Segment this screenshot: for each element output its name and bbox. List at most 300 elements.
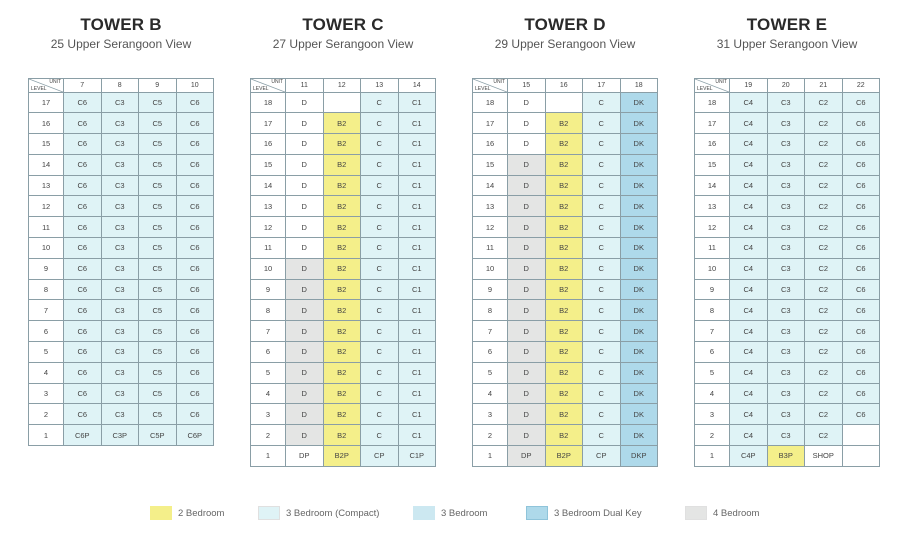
unit-type-cell[interactable]: C3 [101, 113, 139, 134]
unit-type-cell[interactable]: C4 [730, 217, 768, 238]
unit-type-cell[interactable]: DK [620, 217, 658, 238]
unit-type-cell[interactable]: D [508, 196, 546, 217]
unit-type-cell[interactable]: C6 [176, 362, 214, 383]
level-row [695, 258, 880, 279]
unit-type-cell[interactable]: C3 [767, 383, 805, 404]
level-number: 9 [695, 279, 730, 300]
level-row [473, 92, 658, 113]
unit-type-cell[interactable]: D [286, 196, 324, 217]
unit-type-cell[interactable]: C2 [805, 279, 843, 300]
unit-type-cell[interactable]: C [361, 217, 399, 238]
unit-type-cell[interactable]: C [361, 258, 399, 279]
unit-type-cell[interactable]: C3 [101, 404, 139, 425]
unit-type-cell[interactable]: C2 [805, 92, 843, 113]
level-row [695, 92, 880, 113]
unit-type-cell[interactable]: C6P [64, 425, 102, 446]
unit-type-cell[interactable]: C [583, 342, 621, 363]
unit-type-cell[interactable]: C6P [176, 425, 214, 446]
unit-type-cell[interactable]: C6 [842, 175, 880, 196]
unit-type-cell[interactable]: B2 [323, 425, 361, 446]
unit-type-cell[interactable]: B2 [323, 404, 361, 425]
unit-type-cell[interactable]: D [508, 258, 546, 279]
unit-type-cell[interactable]: C6 [64, 196, 102, 217]
unit-type-cell[interactable]: B2 [545, 238, 583, 259]
unit-type-cell[interactable]: D [286, 321, 324, 342]
unit-type-cell[interactable]: C2 [805, 383, 843, 404]
unit-type-cell[interactable]: C2 [805, 300, 843, 321]
unit-type-cell[interactable]: C4 [730, 113, 768, 134]
unit-type-cell[interactable]: C4 [730, 300, 768, 321]
unit-type-cell[interactable]: B2 [545, 362, 583, 383]
unit-type-cell[interactable]: C3 [767, 154, 805, 175]
unit-type-cell[interactable]: C [583, 425, 621, 446]
unit-type-cell[interactable]: C1P [398, 446, 436, 467]
unit-type-cell[interactable]: C3 [767, 238, 805, 259]
unit-type-cell[interactable]: C5 [139, 342, 177, 363]
unit-type-cell[interactable]: C4 [730, 404, 768, 425]
unit-type-cell[interactable]: D [286, 92, 324, 113]
unit-type-cell[interactable]: C1 [398, 300, 436, 321]
unit-type-cell[interactable]: C6 [64, 258, 102, 279]
unit-type-cell[interactable]: C [583, 300, 621, 321]
unit-type-cell[interactable]: C3 [767, 217, 805, 238]
unit-type-cell[interactable]: C6 [842, 404, 880, 425]
unit-type-cell[interactable]: C [361, 113, 399, 134]
unit-type-cell[interactable]: D [508, 342, 546, 363]
unit-type-cell[interactable]: D [286, 362, 324, 383]
unit-type-cell[interactable]: C6 [842, 342, 880, 363]
unit-type-cell[interactable]: B2 [323, 258, 361, 279]
unit-type-cell[interactable]: D [508, 300, 546, 321]
unit-type-cell[interactable]: C3 [767, 175, 805, 196]
unit-type-cell[interactable]: B2 [545, 321, 583, 342]
unit-type-cell[interactable]: D [286, 217, 324, 238]
unit-type-cell[interactable]: C3 [101, 279, 139, 300]
unit-type-cell[interactable]: B2 [323, 134, 361, 155]
unit-type-cell[interactable]: DK [620, 300, 658, 321]
unit-type-cell[interactable]: DK [620, 196, 658, 217]
unit-type-cell[interactable]: DK [620, 321, 658, 342]
unit-type-cell[interactable]: C6 [176, 383, 214, 404]
unit-type-cell[interactable]: C [583, 154, 621, 175]
unit-type-cell[interactable]: C6 [842, 217, 880, 238]
unit-type-cell[interactable]: C6 [842, 279, 880, 300]
unit-type-cell[interactable]: C1 [398, 258, 436, 279]
unit-type-cell[interactable]: C [361, 342, 399, 363]
unit-type-cell[interactable]: DK [620, 238, 658, 259]
unit-type-cell[interactable]: C6 [64, 300, 102, 321]
unit-type-cell[interactable]: C6 [176, 238, 214, 259]
unit-type-cell[interactable]: B2 [545, 279, 583, 300]
unit-type-cell[interactable]: C [361, 175, 399, 196]
unit-type-cell[interactable]: C4P [730, 446, 768, 467]
unit-type-cell[interactable]: B2 [323, 383, 361, 404]
unit-type-cell[interactable]: DK [620, 279, 658, 300]
unit-type-cell[interactable]: C3 [767, 404, 805, 425]
unit-type-cell[interactable]: C6 [176, 196, 214, 217]
unit-type-cell[interactable]: C4 [730, 383, 768, 404]
unit-type-cell[interactable] [842, 425, 880, 446]
unit-type-cell[interactable]: C6 [176, 134, 214, 155]
unit-type-cell[interactable]: DK [620, 258, 658, 279]
unit-type-cell[interactable]: C3 [101, 238, 139, 259]
unit-type-cell[interactable]: C3 [101, 300, 139, 321]
unit-type-cell[interactable]: C5 [139, 279, 177, 300]
unit-type-cell[interactable]: D [508, 154, 546, 175]
unit-type-cell[interactable]: C1 [398, 175, 436, 196]
unit-type-cell[interactable]: C [361, 154, 399, 175]
unit-type-cell[interactable]: D [286, 238, 324, 259]
unit-type-cell[interactable]: B2 [323, 321, 361, 342]
unit-type-cell[interactable]: C6 [842, 362, 880, 383]
unit-type-cell[interactable]: C6 [176, 113, 214, 134]
unit-type-cell[interactable]: C3 [767, 425, 805, 446]
unit-type-cell[interactable]: B2 [323, 342, 361, 363]
unit-type-cell[interactable]: B2 [545, 383, 583, 404]
unit-type-cell[interactable]: D [286, 134, 324, 155]
unit-type-cell[interactable]: C6 [176, 342, 214, 363]
unit-type-cell[interactable]: C5 [139, 321, 177, 342]
level-row [473, 134, 658, 155]
unit-type-cell[interactable]: C6 [64, 238, 102, 259]
unit-type-cell[interactable]: DK [620, 362, 658, 383]
unit-type-cell[interactable]: C6 [64, 154, 102, 175]
unit-type-cell[interactable]: C6 [842, 113, 880, 134]
unit-type-cell[interactable]: C3 [767, 134, 805, 155]
unit-type-cell[interactable]: C2 [805, 342, 843, 363]
unit-type-cell[interactable]: C6 [64, 175, 102, 196]
unit-type-cell[interactable]: C [361, 196, 399, 217]
unit-type-cell[interactable]: C1 [398, 134, 436, 155]
unit-type-cell[interactable]: C2 [805, 404, 843, 425]
unit-type-cell[interactable]: C2 [805, 238, 843, 259]
unit-type-cell[interactable]: C6 [176, 154, 214, 175]
unit-type-cell[interactable]: C4 [730, 196, 768, 217]
unit-type-cell[interactable]: C3 [101, 258, 139, 279]
unit-type-cell[interactable]: C3 [767, 342, 805, 363]
unit-type-cell[interactable]: C5 [139, 300, 177, 321]
unit-type-cell[interactable]: C6 [64, 383, 102, 404]
unit-type-cell[interactable]: C [583, 404, 621, 425]
unit-type-cell[interactable]: C [361, 425, 399, 446]
unit-type-cell[interactable]: B2 [323, 113, 361, 134]
level-row [473, 404, 658, 425]
unit-type-cell[interactable]: C4 [730, 134, 768, 155]
unit-type-cell[interactable]: B2 [545, 154, 583, 175]
unit-type-cell[interactable]: C1 [398, 279, 436, 300]
unit-type-cell[interactable]: C6 [842, 321, 880, 342]
unit-type-cell[interactable]: C [361, 300, 399, 321]
unit-type-cell[interactable]: C6 [64, 342, 102, 363]
unit-type-cell[interactable]: C1 [398, 113, 436, 134]
unit-type-cell[interactable]: C6 [842, 300, 880, 321]
unit-type-cell[interactable]: C [583, 92, 621, 113]
unit-type-cell[interactable]: C3 [101, 134, 139, 155]
unit-type-cell[interactable]: C6 [842, 92, 880, 113]
unit-type-cell[interactable]: D [508, 175, 546, 196]
unit-type-cell[interactable]: DP [508, 446, 546, 467]
unit-type-cell[interactable]: C3 [101, 175, 139, 196]
unit-type-cell[interactable]: C [583, 258, 621, 279]
unit-type-cell[interactable]: C2 [805, 175, 843, 196]
unit-type-cell[interactable]: C6 [64, 92, 102, 113]
unit-type-cell[interactable]: C5 [139, 175, 177, 196]
unit-type-cell[interactable]: B2P [323, 446, 361, 467]
unit-type-cell[interactable]: B2 [545, 342, 583, 363]
unit-type-cell[interactable]: C5 [139, 134, 177, 155]
unit-type-cell[interactable]: C [361, 383, 399, 404]
unit-type-cell[interactable]: C6 [64, 134, 102, 155]
unit-type-cell[interactable]: C5 [139, 238, 177, 259]
unit-type-cell[interactable]: C4 [730, 258, 768, 279]
unit-type-cell[interactable]: C1 [398, 404, 436, 425]
unit-type-cell[interactable]: C6 [842, 134, 880, 155]
unit-type-cell[interactable]: B2 [323, 196, 361, 217]
unit-type-cell[interactable]: D [508, 425, 546, 446]
unit-type-cell[interactable]: C2 [805, 113, 843, 134]
unit-type-cell[interactable]: C1 [398, 196, 436, 217]
unit-type-cell[interactable]: C [361, 404, 399, 425]
unit-type-cell[interactable]: D [508, 362, 546, 383]
unit-type-cell[interactable]: D [508, 404, 546, 425]
unit-type-cell[interactable]: D [508, 113, 546, 134]
unit-type-cell[interactable]: DK [620, 113, 658, 134]
unit-type-cell[interactable]: C [361, 362, 399, 383]
unit-type-cell[interactable]: C [583, 321, 621, 342]
unit-type-cell[interactable]: C4 [730, 238, 768, 259]
unit-type-cell[interactable]: C5 [139, 362, 177, 383]
unit-type-cell[interactable]: C5 [139, 196, 177, 217]
unit-type-cell[interactable]: B2 [323, 279, 361, 300]
unit-type-cell[interactable]: C6 [842, 196, 880, 217]
unit-type-cell[interactable]: C3 [767, 196, 805, 217]
unit-type-cell[interactable]: C [583, 362, 621, 383]
unit-type-cell[interactable]: C6 [176, 404, 214, 425]
unit-type-cell[interactable]: C2 [805, 321, 843, 342]
unit-type-cell[interactable]: C3 [767, 92, 805, 113]
unit-type-cell[interactable]: C5 [139, 217, 177, 238]
unit-type-cell[interactable]: C2 [805, 258, 843, 279]
level-row [251, 342, 436, 363]
unit-type-cell[interactable]: D [286, 300, 324, 321]
unit-type-cell[interactable]: C6 [176, 321, 214, 342]
unit-type-cell[interactable]: C [583, 196, 621, 217]
unit-type-cell[interactable]: C4 [730, 175, 768, 196]
unit-type-cell[interactable]: C2 [805, 217, 843, 238]
unit-type-cell[interactable]: D [286, 342, 324, 363]
unit-type-cell[interactable]: C3 [767, 321, 805, 342]
unit-type-cell[interactable]: C6 [842, 383, 880, 404]
unit-type-cell[interactable]: C [583, 113, 621, 134]
unit-type-cell[interactable]: B2 [545, 134, 583, 155]
unit-type-cell[interactable]: DK [620, 404, 658, 425]
unit-type-cell[interactable]: C3 [767, 113, 805, 134]
unit-type-cell[interactable]: D [508, 321, 546, 342]
unit-type-cell[interactable]: C [583, 383, 621, 404]
unit-type-cell[interactable]: C2 [805, 134, 843, 155]
unit-type-cell[interactable]: C6 [842, 258, 880, 279]
unit-type-cell[interactable]: C5 [139, 383, 177, 404]
unit-type-cell[interactable]: C [361, 279, 399, 300]
unit-type-cell[interactable]: C6 [842, 238, 880, 259]
unit-type-cell[interactable]: C2 [805, 425, 843, 446]
unit-type-cell[interactable]: C [361, 321, 399, 342]
unit-type-cell[interactable]: C [361, 134, 399, 155]
unit-type-cell[interactable]: B3P [767, 446, 805, 467]
unit-type-cell[interactable]: C4 [730, 425, 768, 446]
unit-type-cell[interactable] [842, 446, 880, 467]
unit-type-cell[interactable]: D [286, 425, 324, 446]
unit-type-cell[interactable]: DK [620, 92, 658, 113]
unit-type-cell[interactable]: DP [286, 446, 324, 467]
unit-type-cell[interactable]: D [286, 383, 324, 404]
level-row [695, 404, 880, 425]
level-axis-label: LEVEL [31, 85, 47, 92]
unit-type-cell[interactable]: C6 [842, 154, 880, 175]
unit-type-cell[interactable]: C6 [176, 300, 214, 321]
unit-type-cell[interactable]: DK [620, 134, 658, 155]
unit-type-cell[interactable]: C1 [398, 92, 436, 113]
unit-type-cell[interactable]: B2 [545, 300, 583, 321]
unit-type-cell[interactable]: C [583, 238, 621, 259]
unit-type-cell[interactable]: C3 [767, 362, 805, 383]
unit-type-cell[interactable]: D [508, 92, 546, 113]
unit-type-cell[interactable]: D [286, 258, 324, 279]
unit-type-cell[interactable]: B2 [545, 113, 583, 134]
unit-type-cell[interactable] [323, 92, 361, 113]
unit-type-cell[interactable]: C1 [398, 154, 436, 175]
unit-type-cell[interactable] [545, 92, 583, 113]
unit-type-cell[interactable]: B2P [545, 446, 583, 467]
unit-type-cell[interactable]: C4 [730, 342, 768, 363]
unit-type-cell[interactable]: C5 [139, 113, 177, 134]
unit-type-cell[interactable]: B2 [545, 175, 583, 196]
unit-type-cell[interactable]: DK [620, 175, 658, 196]
unit-type-cell[interactable]: C3 [101, 383, 139, 404]
unit-type-cell[interactable]: C3 [101, 362, 139, 383]
unit-type-cell[interactable]: B2 [323, 154, 361, 175]
unit-type-cell[interactable]: C6 [64, 321, 102, 342]
unit-type-cell[interactable]: B2 [545, 404, 583, 425]
unit-type-cell[interactable]: C2 [805, 154, 843, 175]
unit-type-cell[interactable]: C [583, 279, 621, 300]
unit-type-cell[interactable]: C [583, 134, 621, 155]
level-number: 13 [695, 196, 730, 217]
unit-type-cell[interactable]: C4 [730, 321, 768, 342]
unit-type-cell[interactable]: DK [620, 425, 658, 446]
unit-type-cell[interactable]: C3 [101, 92, 139, 113]
unit-type-cell[interactable]: C1 [398, 238, 436, 259]
unit-type-cell[interactable]: C6 [64, 279, 102, 300]
unit-type-cell[interactable]: B2 [545, 425, 583, 446]
unit-type-cell[interactable]: C3 [767, 300, 805, 321]
unit-type-cell[interactable]: D [508, 238, 546, 259]
unit-type-cell[interactable]: C [361, 92, 399, 113]
unit-type-cell[interactable]: D [508, 279, 546, 300]
unit-type-cell[interactable]: C5 [139, 258, 177, 279]
unit-type-cell[interactable]: D [286, 175, 324, 196]
unit-type-cell[interactable]: C [583, 175, 621, 196]
unit-type-cell[interactable]: C2 [805, 196, 843, 217]
unit-type-cell[interactable]: C4 [730, 279, 768, 300]
unit-type-cell[interactable]: C3 [101, 217, 139, 238]
unit-type-cell[interactable]: C6 [176, 258, 214, 279]
unit-type-cell[interactable]: C3 [767, 258, 805, 279]
unit-grid [250, 78, 436, 467]
unit-type-cell[interactable]: CP [361, 446, 399, 467]
unit-type-cell[interactable]: C1 [398, 383, 436, 404]
unit-type-cell[interactable]: C6 [64, 217, 102, 238]
unit-type-cell[interactable]: C3 [101, 321, 139, 342]
unit-type-cell[interactable]: C3 [101, 154, 139, 175]
unit-type-cell[interactable]: D [286, 279, 324, 300]
unit-type-cell[interactable]: C6 [176, 279, 214, 300]
unit-number-header: 21 [805, 79, 843, 93]
unit-type-cell[interactable]: B2 [323, 300, 361, 321]
level-row [695, 362, 880, 383]
unit-type-cell[interactable]: D [508, 217, 546, 238]
level-row [251, 404, 436, 425]
unit-type-cell[interactable]: D [508, 134, 546, 155]
unit-type-cell[interactable]: B2 [323, 175, 361, 196]
unit-type-cell[interactable]: C1 [398, 362, 436, 383]
unit-type-cell[interactable]: C [361, 238, 399, 259]
unit-type-cell[interactable]: B2 [323, 362, 361, 383]
unit-type-cell[interactable]: B2 [545, 258, 583, 279]
unit-type-cell[interactable]: C6 [64, 113, 102, 134]
unit-type-cell[interactable]: DK [620, 154, 658, 175]
unit-type-cell[interactable]: C6 [64, 404, 102, 425]
unit-type-cell[interactable]: B2 [545, 196, 583, 217]
unit-type-cell[interactable]: B2 [323, 238, 361, 259]
unit-type-cell[interactable]: C6 [176, 175, 214, 196]
unit-type-cell[interactable]: B2 [545, 217, 583, 238]
unit-type-cell[interactable]: D [508, 383, 546, 404]
level-row [473, 258, 658, 279]
unit-type-cell[interactable]: C4 [730, 154, 768, 175]
unit-type-cell[interactable]: C4 [730, 362, 768, 383]
unit-type-cell[interactable]: D [286, 113, 324, 134]
unit-type-cell[interactable]: B2 [323, 217, 361, 238]
unit-type-cell[interactable]: C6 [64, 362, 102, 383]
unit-type-cell[interactable]: C6 [176, 217, 214, 238]
unit-type-cell[interactable]: C5P [139, 425, 177, 446]
unit-type-cell[interactable]: CP [583, 446, 621, 467]
unit-type-cell[interactable]: C5 [139, 92, 177, 113]
unit-type-cell[interactable]: C3 [767, 279, 805, 300]
legend-swatch [258, 506, 280, 520]
unit-type-cell[interactable]: SHOP [805, 446, 843, 467]
unit-type-cell[interactable]: D [286, 404, 324, 425]
unit-type-cell[interactable]: C1 [398, 217, 436, 238]
unit-type-cell[interactable]: C5 [139, 404, 177, 425]
unit-type-cell[interactable]: C1 [398, 425, 436, 446]
unit-type-cell[interactable]: C5 [139, 154, 177, 175]
unit-type-cell[interactable]: C4 [730, 92, 768, 113]
unit-type-cell[interactable]: C1 [398, 321, 436, 342]
unit-type-cell[interactable]: C1 [398, 342, 436, 363]
unit-type-cell[interactable]: C3P [101, 425, 139, 446]
unit-type-cell[interactable]: C3 [101, 196, 139, 217]
unit-type-cell[interactable]: C [583, 217, 621, 238]
unit-type-cell[interactable]: D [286, 154, 324, 175]
unit-type-cell[interactable]: C2 [805, 362, 843, 383]
unit-type-cell[interactable]: DKP [620, 446, 658, 467]
unit-type-cell[interactable]: DK [620, 383, 658, 404]
unit-type-cell[interactable]: DK [620, 342, 658, 363]
unit-type-cell[interactable]: C3 [101, 342, 139, 363]
unit-type-cell[interactable]: C6 [176, 92, 214, 113]
